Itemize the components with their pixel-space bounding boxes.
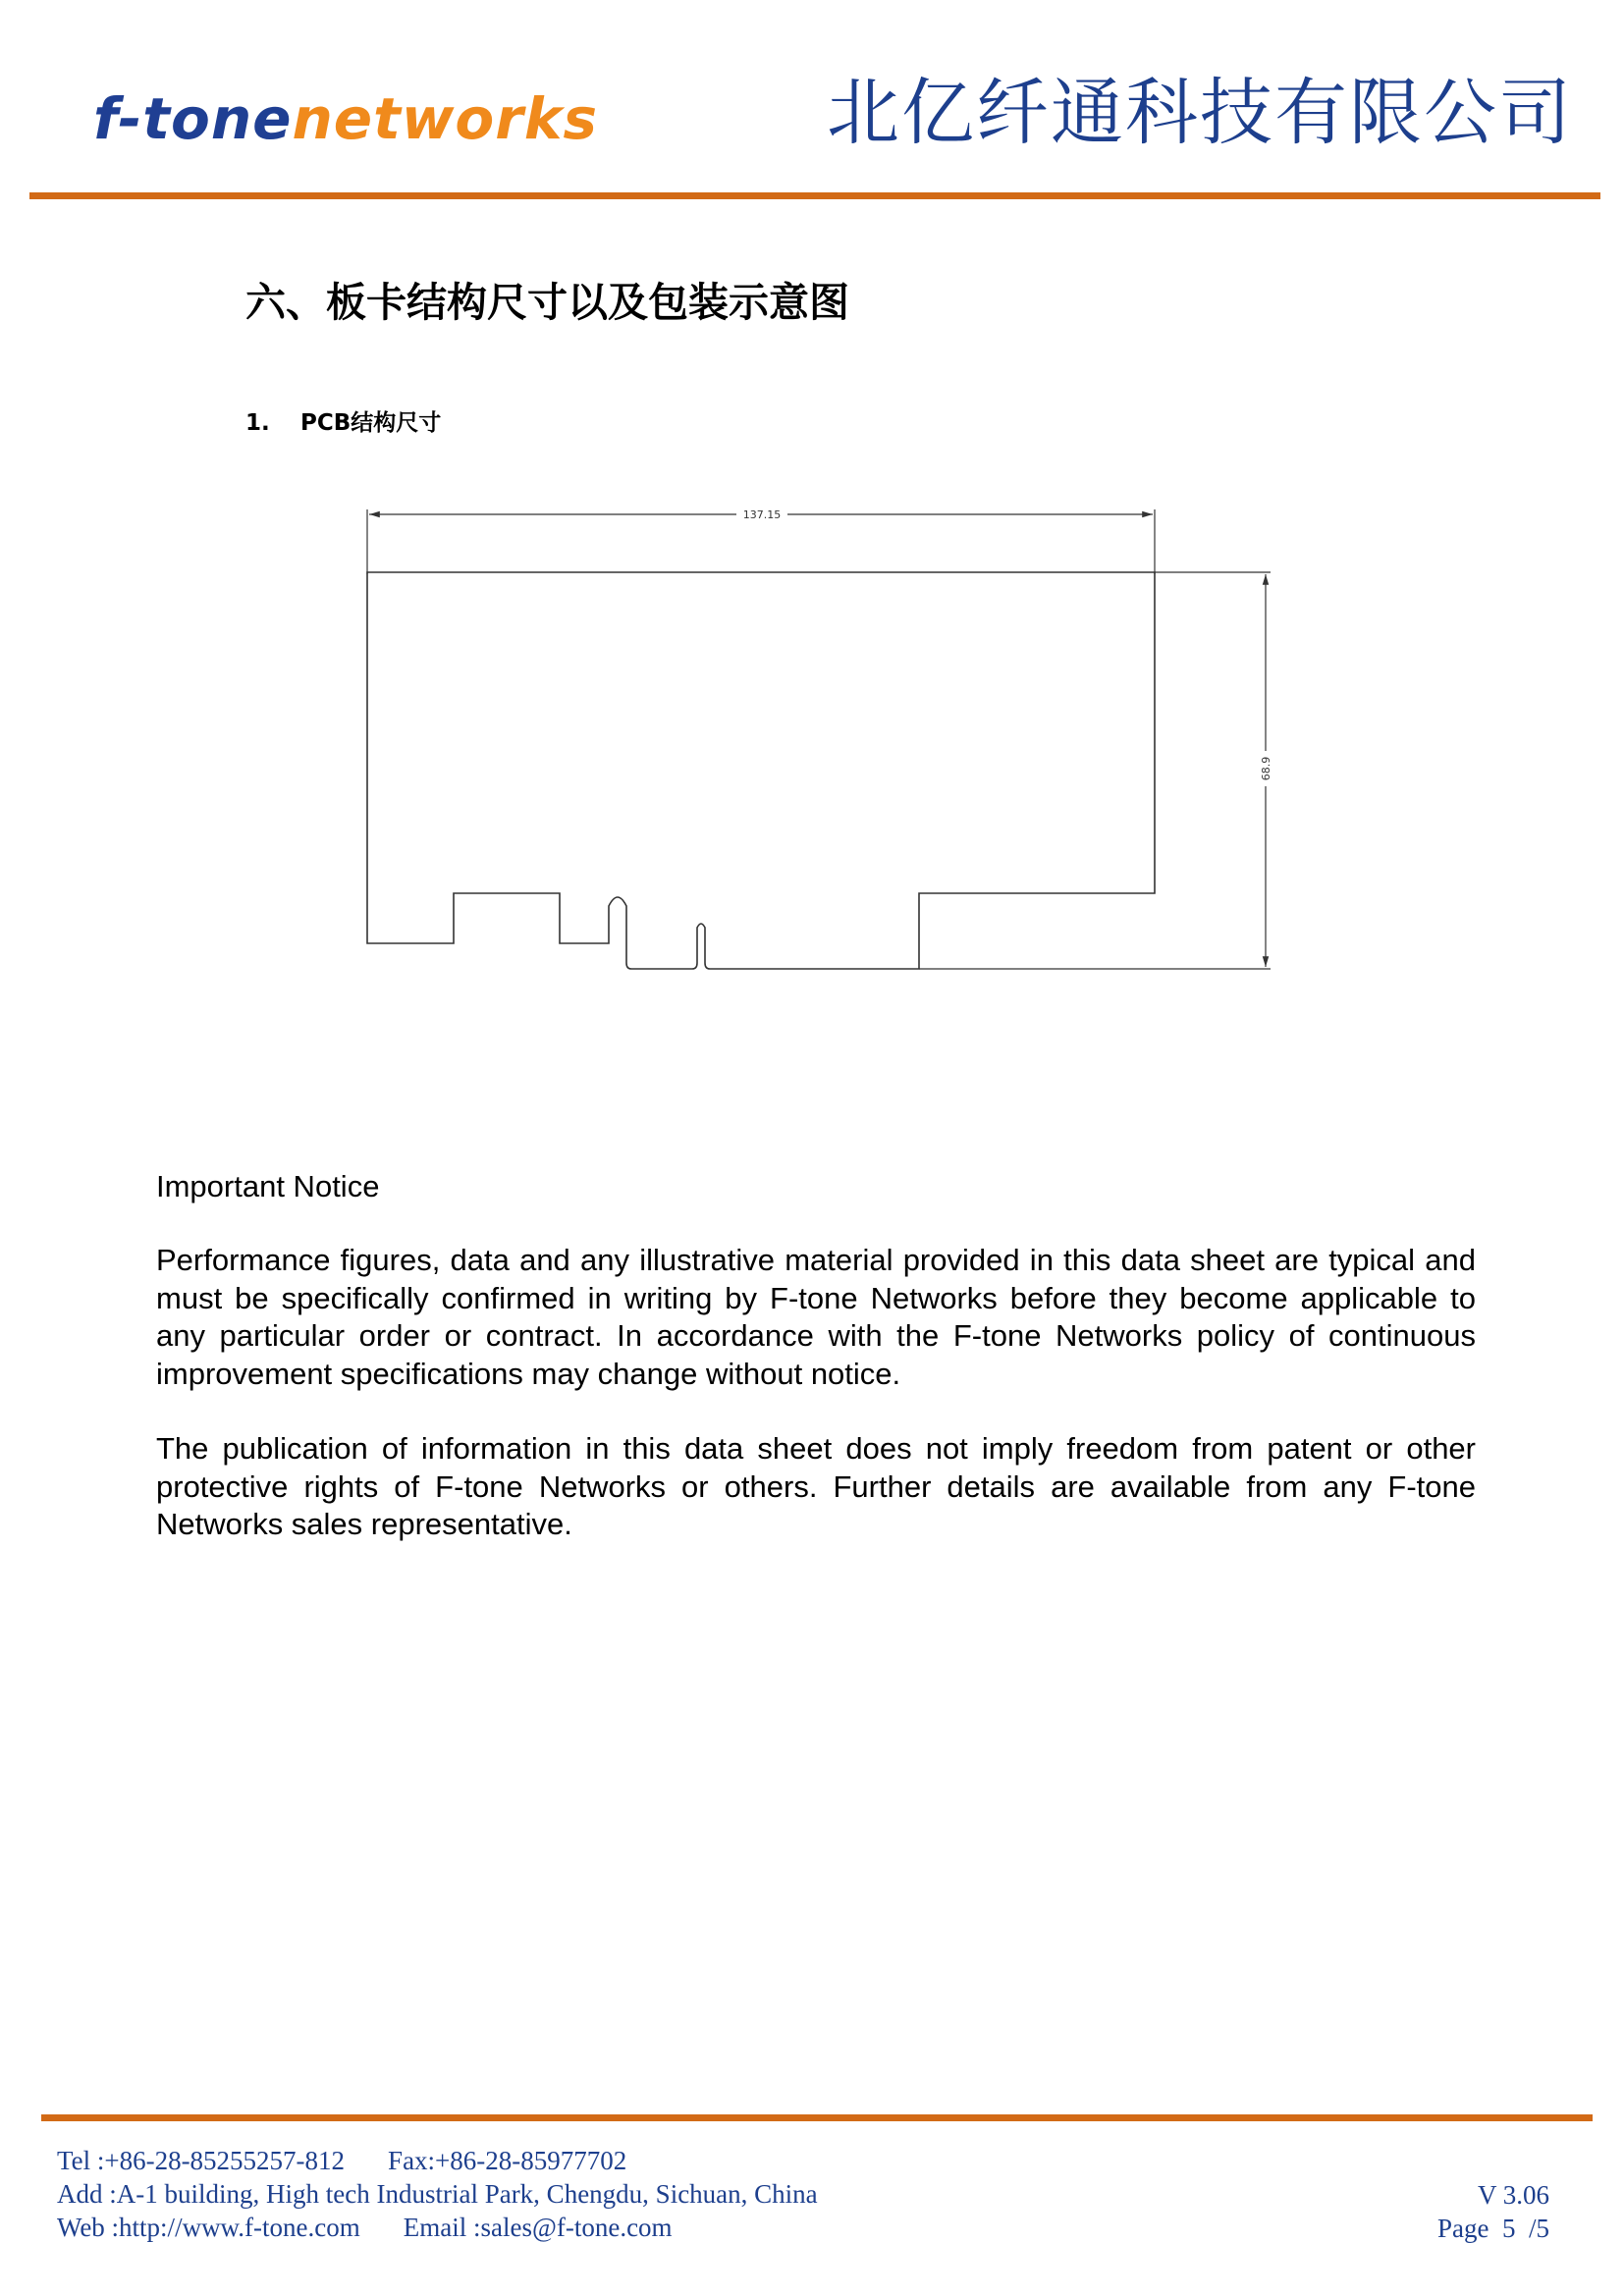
section-title: 六、板卡结构尺寸以及包装示意图 [245,279,849,326]
pcb-dimension-drawing [353,496,1286,987]
footer-line-phone [57,2144,818,2177]
height-dimension-label: 68.9 [1260,756,1272,781]
header-divider [29,192,1600,199]
width-dimension-label: 137.15 [742,508,782,521]
footer-divider [41,2114,1593,2121]
notice-paragraph-1: Performance figures, data and any illustrative material provided in this data sheet are typical and must be specifically confirmed in writing by F-tone Networks before they become applicable to any particular order or contract. In accordance with the F-tone Networks policy of continuous improvement specifications may change without notice. [156,1243,1476,1391]
footer-address: Add :A-1 building, High tech Industrial Park, Chengdu, Sichuan, China [57,2179,818,2209]
company-logo [93,85,598,152]
subsection-number: 1. [245,410,270,436]
footer-page-number: Page 5 /5 [1437,2214,1549,2243]
footer-tel: Tel :+86-28-85255257-812 [57,2146,346,2175]
footer-email[interactable]: Email :sales@f-tone.com [403,2213,673,2242]
footer-meta [1437,2178,1549,2245]
subsection-heading [245,412,441,435]
footer-line-web [57,2211,818,2244]
footer-fax: Fax:+86-28-85977702 [388,2146,627,2175]
pcb-board-outline [367,572,1155,969]
footer-web[interactable]: Web :http://www.f-tone.com [57,2213,360,2242]
logo-text-ftone: f-tone [93,85,293,152]
logo-text-networks: networks [292,85,598,152]
footer-contact [57,2144,818,2244]
subsection-title: PCB结构尺寸 [300,410,442,436]
company-name: 北亿纤通科技有限公司 [827,71,1573,155]
footer-version: V 3.06 [1477,2180,1549,2210]
notice-title: Important Notice [156,1169,380,1203]
notice-paragraph-2: The publication of information in this data sheet does not imply freedom from patent or other protective rights of F-tone Networks or others. Further details are available from any F-tone Networks sales representative. [156,1431,1476,1541]
